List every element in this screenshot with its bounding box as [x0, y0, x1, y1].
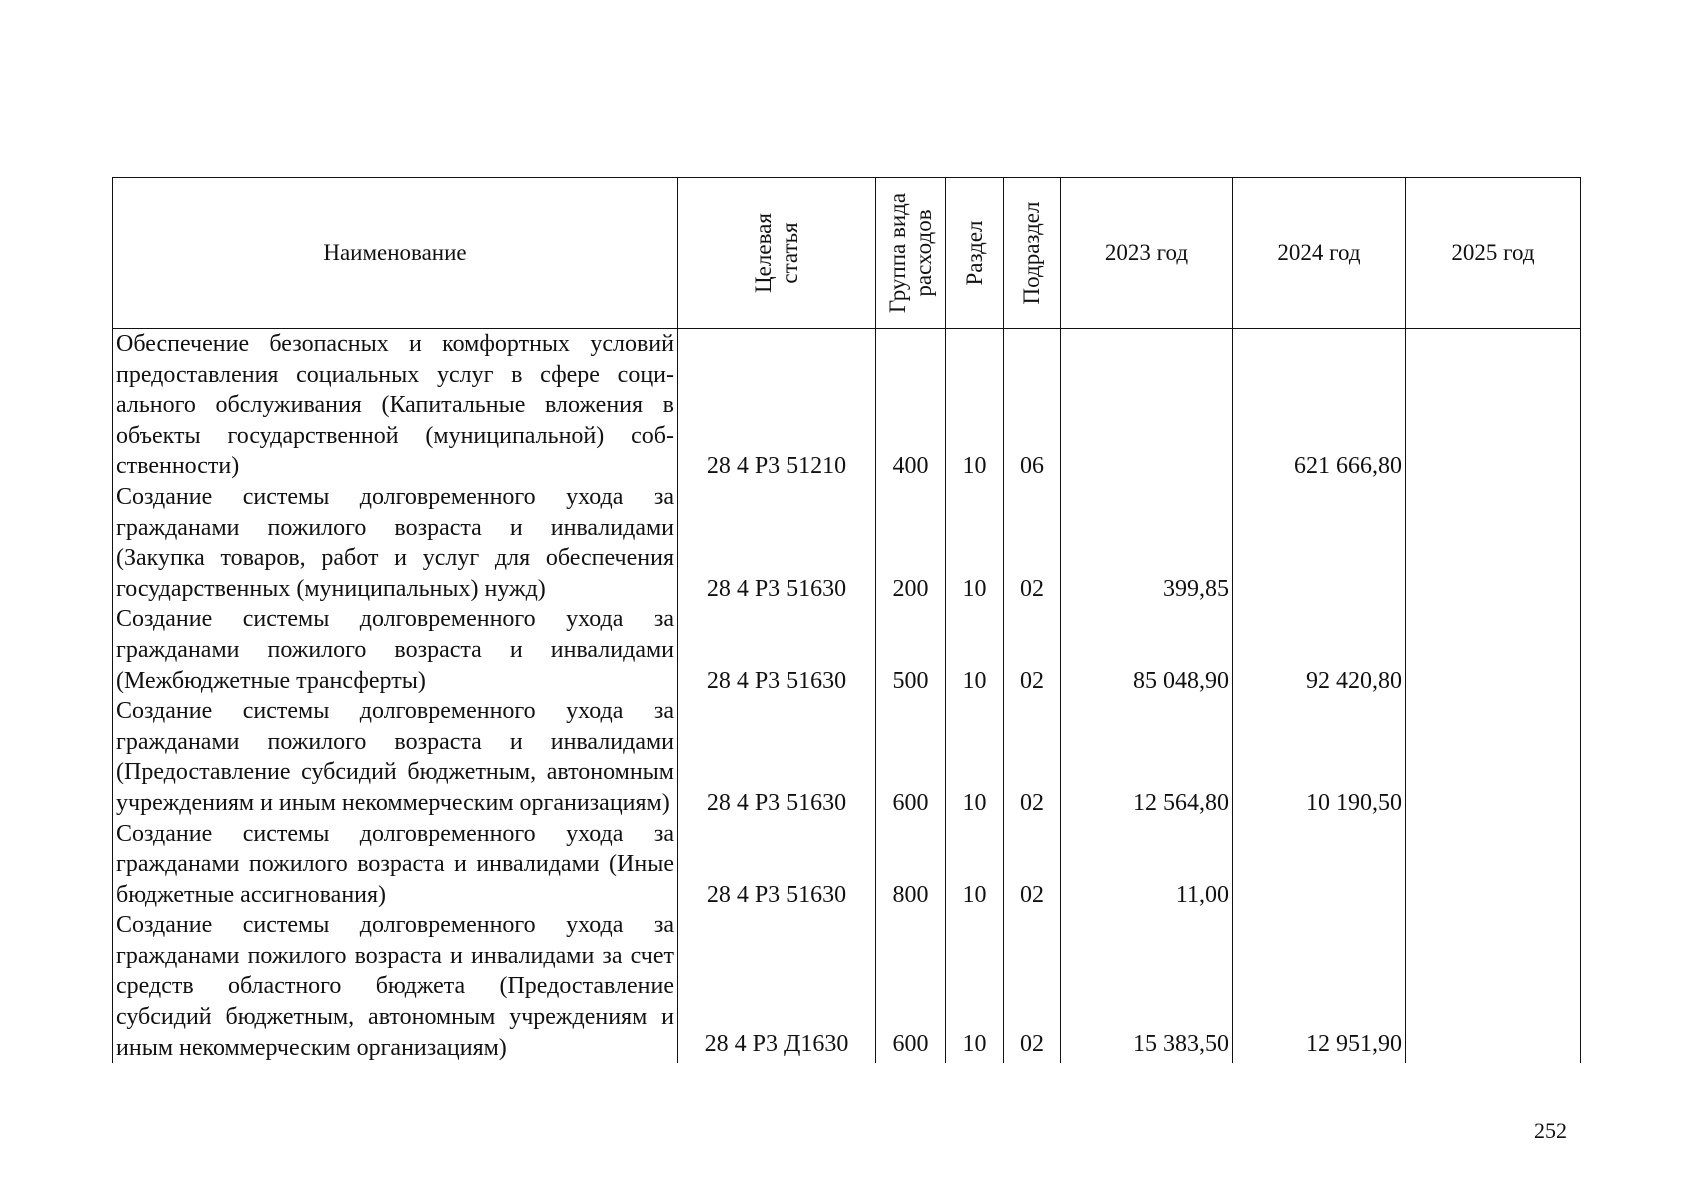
row-2024: 621 666,80: [1233, 329, 1406, 482]
row-group: 400: [876, 329, 946, 482]
row-2023: 15 383,50: [1061, 910, 1233, 1063]
row-group: 600: [876, 910, 946, 1063]
budget-table: [112, 177, 1581, 1063]
page-number: 252: [1534, 1118, 1567, 1143]
row-name: Создание системы долговременного ухода за гражданами пожилого возраста и инвалидами (Предоставление субсидий бюджетным, автономным учреждениям и иным некоммерческим организациям): [113, 696, 678, 818]
row-subsection: 02: [1004, 910, 1061, 1063]
row-code: 28 4 Р3 51210: [678, 329, 876, 482]
table-row: [113, 482, 1581, 604]
row-subsection: 02: [1004, 482, 1061, 604]
row-group: 500: [876, 604, 946, 696]
row-subsection: 02: [1004, 696, 1061, 818]
row-2025: [1406, 482, 1581, 604]
row-2023: 12 564,80: [1061, 696, 1233, 818]
header-2024: 2024 год: [1233, 178, 1406, 329]
table-row: [113, 329, 1581, 482]
row-section: 10: [946, 604, 1004, 696]
row-section: 10: [946, 819, 1004, 911]
header-target: Целевая статья: [678, 178, 876, 329]
row-name: Обеспечение безопасных и комфортных условий предоставления социальных услуг в сфере социального обслуживания (Капитальные вложения в объекты государственной (муниципальной) собственности): [113, 329, 678, 482]
row-2025: [1406, 329, 1581, 482]
header-group: Группа вида расходов: [876, 178, 946, 329]
header-subsection: Подраздел: [1004, 178, 1061, 329]
header-name: Наименование: [113, 178, 678, 329]
row-2025: [1406, 604, 1581, 696]
row-section: 10: [946, 482, 1004, 604]
table-row: [113, 910, 1581, 1063]
row-2023: [1061, 329, 1233, 482]
row-section: 10: [946, 329, 1004, 482]
header-2023: 2023 год: [1061, 178, 1233, 329]
header-2025: 2025 год: [1406, 178, 1581, 329]
row-name: Создание системы долговременного ухода за гражданами пожилого возраста и инвалидами (Иные бюджетные ассигнования): [113, 819, 678, 911]
row-2024: [1233, 819, 1406, 911]
row-subsection: 02: [1004, 819, 1061, 911]
row-subsection: 02: [1004, 604, 1061, 696]
row-2023: 399,85: [1061, 482, 1233, 604]
table-row: [113, 819, 1581, 911]
row-code: 28 4 Р3 51630: [678, 604, 876, 696]
table-row: [113, 604, 1581, 696]
row-name: Создание системы долговременного ухода за гражданами пожилого возраста и инвалидами за счет средств областного бюджета (Предоставление субсидий бюджетным, автономным учреждениям и иным некоммерческим организациям): [113, 910, 678, 1063]
row-code: 28 4 Р3 51630: [678, 696, 876, 818]
row-name: Создание системы долговременного ухода за гражданами пожилого возраста и инвалидами (Межбюджетные трансферты): [113, 604, 678, 696]
row-subsection: 06: [1004, 329, 1061, 482]
row-2024: 12 951,90: [1233, 910, 1406, 1063]
header-section: Раздел: [946, 178, 1004, 329]
row-code: 28 4 Р3 Д1630: [678, 910, 876, 1063]
row-2023: 11,00: [1061, 819, 1233, 911]
row-section: 10: [946, 696, 1004, 818]
row-group: 800: [876, 819, 946, 911]
table-row: [113, 696, 1581, 818]
row-name: Создание системы долговременного ухода за гражданами пожилого возраста и инвалидами (Закупка товаров, работ и услуг для обеспечения государственных (муниципальных) нужд): [113, 482, 678, 604]
row-code: 28 4 Р3 51630: [678, 482, 876, 604]
row-2024: 10 190,50: [1233, 696, 1406, 818]
row-2025: [1406, 819, 1581, 911]
row-section: 10: [946, 910, 1004, 1063]
table-header-row: [113, 178, 1581, 329]
row-2023: 85 048,90: [1061, 604, 1233, 696]
row-group: 600: [876, 696, 946, 818]
row-2024: 92 420,80: [1233, 604, 1406, 696]
row-2025: [1406, 910, 1581, 1063]
row-group: 200: [876, 482, 946, 604]
row-code: 28 4 Р3 51630: [678, 819, 876, 911]
row-2025: [1406, 696, 1581, 818]
row-2024: [1233, 482, 1406, 604]
